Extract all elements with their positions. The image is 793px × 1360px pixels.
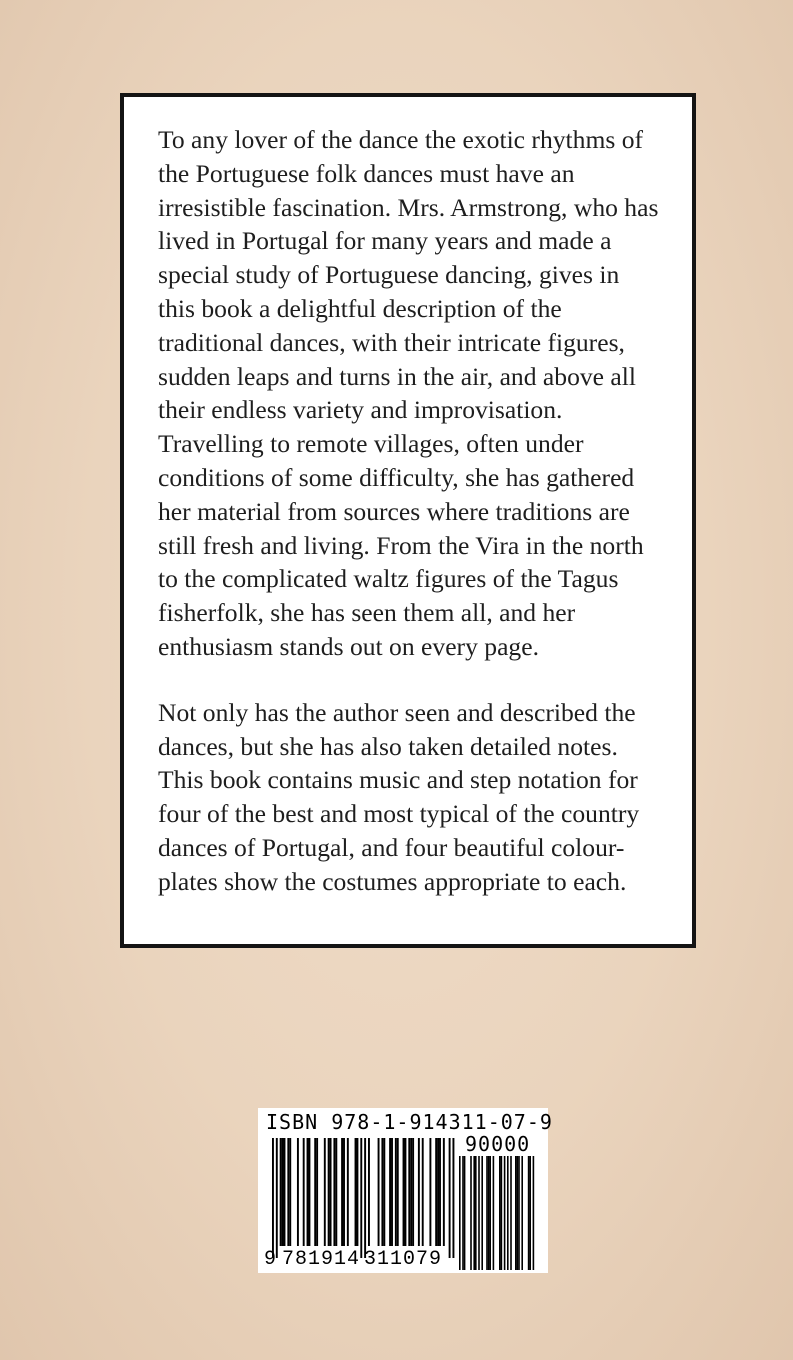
blurb-paragraph-1: To any lover of the dance the exotic rhythms of the Portuguese folk dances must have an irresistible fascination. Mrs. Armstrong, who has lived in Portugal for many years and made a special study of Portuguese dancing, gives in this book a delightful description of the traditional dances, with their intricate figures, sudden leaps and turns in the air, and above all their endless variety and improvisation. Travelling to remote villages, often under conditions of some difficulty, she has gathered her material from sources where traditions are still fresh and living. From the Vira in the north to the complicated waltz figures of the Tagus fisherfolk, she has seen them all, and her enthusiasm stands out on every page. [158, 125, 659, 661]
addon-bar [459, 1156, 461, 1270]
addon-bar [504, 1156, 506, 1270]
blurb-paragraph-2: Not only has the author seen and described the dances, but she has also taken detailed notes. This book contains music and step notation for four of the best and most typical of the country dances of Portugal, and four beautiful colour-plates show the costumes appropriate to each. [158, 697, 640, 896]
barcode-bar [343, 1138, 345, 1246]
addon-bar [481, 1156, 483, 1270]
addon-bar [518, 1156, 520, 1270]
addon-bar [489, 1156, 491, 1270]
barcode-bar [443, 1138, 445, 1246]
addon-bar [478, 1156, 480, 1270]
addon-bar [521, 1156, 523, 1270]
barcode-bar [341, 1138, 343, 1246]
barcode-bar [439, 1138, 441, 1246]
addon-bar [470, 1156, 472, 1270]
barcode-bar [280, 1138, 282, 1246]
barcode-bar [272, 1138, 274, 1258]
addon-bar [493, 1156, 495, 1270]
barcode-bar [316, 1138, 318, 1246]
barcode-bar [333, 1138, 335, 1246]
barcode-bar [429, 1138, 431, 1246]
barcode-bar [381, 1138, 383, 1246]
addon-bar [475, 1156, 477, 1270]
barcode-bar [314, 1138, 316, 1246]
barcode-bar [355, 1138, 357, 1246]
addon-bar [515, 1156, 517, 1270]
addon-bar [533, 1156, 535, 1270]
barcode-bar [368, 1138, 370, 1246]
addon-bar [528, 1156, 530, 1270]
barcode-bar [395, 1138, 397, 1246]
barcode-bar [307, 1138, 309, 1246]
barcode-bar [422, 1138, 424, 1246]
barcode-bar [289, 1138, 291, 1246]
addon-bar [499, 1156, 501, 1270]
barcode-left-digits: 781914 [282, 1248, 361, 1271]
barcode-bar [410, 1138, 412, 1246]
barcode-bar [403, 1138, 405, 1246]
addon-bar [507, 1156, 509, 1270]
barcode-bar [452, 1138, 454, 1258]
barcode-bar [303, 1138, 305, 1246]
barcode-bar [391, 1138, 393, 1246]
barcode-bar [408, 1138, 410, 1246]
barcode-bar [397, 1138, 399, 1246]
barcode-bar [308, 1138, 310, 1246]
addon-bar [462, 1156, 464, 1270]
barcode-bar [437, 1138, 439, 1246]
barcode-bar [276, 1138, 278, 1258]
barcode-bar [389, 1138, 391, 1246]
barcode-first-digit: 9 [264, 1248, 277, 1271]
barcode-bar [324, 1138, 326, 1246]
isbn-label: ISBN 978-1-914311-07-9 [266, 1110, 553, 1134]
barcode-bar [378, 1138, 380, 1246]
barcode-right-digits: 311079 [364, 1248, 443, 1271]
barcode-bar [282, 1138, 284, 1246]
barcode-bar [347, 1138, 349, 1246]
barcode-bar [287, 1138, 289, 1246]
addon-bar [464, 1156, 466, 1270]
barcode-bar [284, 1138, 286, 1246]
addon-bar [486, 1156, 488, 1270]
barcode-bar [418, 1138, 420, 1246]
blurb-box [120, 93, 696, 948]
barcode-bar [330, 1138, 332, 1246]
barcode-panel [258, 1108, 553, 1273]
addon-bar [517, 1156, 519, 1270]
barcode-bar [364, 1138, 366, 1258]
barcode-bar [297, 1138, 299, 1246]
addon-bar [510, 1156, 512, 1270]
barcode-bar [383, 1138, 385, 1246]
barcode-bar [435, 1138, 437, 1246]
addon-bar [529, 1156, 531, 1270]
addon-bar [488, 1156, 490, 1270]
barcode-bar [404, 1138, 406, 1246]
addon-bar [501, 1156, 503, 1270]
barcode-bar [335, 1138, 337, 1246]
barcode-bar [449, 1138, 451, 1258]
barcode-bar [360, 1138, 362, 1258]
barcode-bar [412, 1138, 414, 1246]
addon-code: 90000 [465, 1132, 531, 1156]
barcode-bar [356, 1138, 358, 1246]
addon-bar [473, 1156, 475, 1270]
barcode-bar [328, 1138, 330, 1246]
